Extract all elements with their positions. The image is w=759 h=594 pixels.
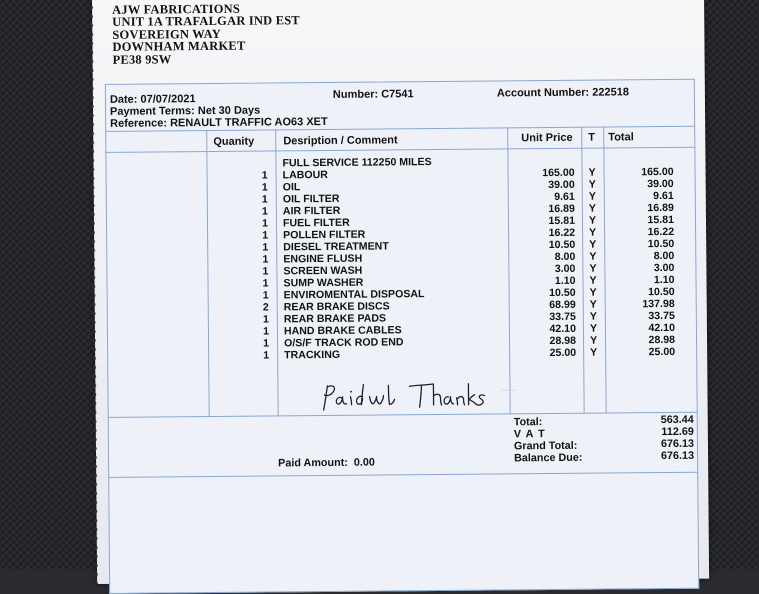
item-tax: Y [589, 274, 597, 287]
total-value: 563.44 [660, 413, 694, 427]
item-desc: O/S/F TRACK ROD END [284, 336, 404, 350]
item-unit-price: 39.00 [548, 178, 575, 192]
item-tax: Y [588, 202, 597, 215]
item-qty: 1 [262, 289, 269, 302]
item-tax: Y [589, 250, 597, 263]
item-unit-price: 28.98 [549, 334, 577, 348]
item-total: 42.10 [648, 321, 675, 335]
item-qty: 1 [263, 349, 270, 362]
item-total: 1.10 [653, 273, 675, 287]
faint-show-through: ~~ [500, 382, 516, 398]
item-unit-price: 1.10 [554, 274, 576, 287]
item-tax: Y [588, 178, 596, 191]
vat-label: V A T [513, 428, 546, 441]
item-qty: 1 [262, 265, 269, 278]
col-header-tax: T [588, 131, 596, 144]
item-tax: Y [589, 286, 597, 299]
item-tax: Y [589, 334, 598, 347]
item-total: 10.50 [647, 237, 675, 251]
vehicle-reference: Reference: RENAULT TRAFFIC AO63 XET [110, 115, 328, 130]
item-qty: 1 [261, 193, 268, 206]
item-unit-price: 16.89 [548, 202, 575, 216]
item-total: 25.00 [648, 345, 676, 359]
item-tax: Y [589, 298, 597, 311]
item-qty: 1 [262, 253, 269, 266]
total-label: Total: [513, 416, 543, 429]
postcode: PE38 9SW [112, 51, 172, 67]
item-unit-price: 25.00 [549, 346, 577, 360]
item-total: 16.22 [647, 225, 675, 239]
handwritten-note [317, 379, 487, 414]
item-unit-price: 3.00 [554, 262, 576, 275]
item-unit-price: 16.22 [548, 226, 576, 240]
col-header-quantity: Quanity [213, 135, 255, 148]
address-line-2: SOVEREIGN WAY [112, 26, 221, 42]
company-name: AJW FABRICATIONS [112, 1, 241, 17]
item-total: 3.00 [653, 261, 675, 275]
item-unit-price: 9.61 [554, 190, 575, 203]
item-unit-price: 165.00 [542, 166, 575, 180]
item-qty: 1 [261, 205, 268, 218]
item-unit-price: 42.10 [549, 322, 576, 336]
item-desc: HAND BRAKE CABLES [283, 324, 402, 338]
col-header-unit-price: Unit Price [521, 131, 573, 145]
item-qty: 1 [262, 217, 269, 230]
item-unit-price: 10.50 [548, 238, 576, 252]
item-unit-price: 15.81 [548, 214, 576, 228]
item-tax: Y [589, 262, 597, 275]
item-total: 137.98 [642, 297, 675, 311]
item-qty: 1 [262, 241, 269, 254]
item-qty: 1 [263, 337, 270, 350]
address-line-3: DOWNHAM MARKET [112, 38, 246, 55]
item-desc: FUEL FILTER [282, 216, 350, 230]
item-total: 28.98 [648, 333, 676, 347]
item-total: 10.50 [648, 285, 675, 299]
item-total: 33.75 [648, 309, 675, 323]
item-desc: SUMP WASHER [283, 276, 364, 290]
balance-due-label: Balance Due: [514, 451, 583, 465]
item-unit-price: 68.99 [549, 298, 576, 312]
item-qty: 1 [262, 277, 269, 290]
item-desc: SCREEN WASH [283, 264, 363, 278]
item-tax: Y [588, 190, 596, 203]
address-line-1: UNIT 1A TRAFALGAR IND EST [112, 13, 300, 30]
invoice-date: Date: 07/07/2021 [109, 93, 196, 106]
item-tax: Y [588, 214, 597, 227]
item-desc: OIL FILTER [282, 192, 340, 206]
item-qty: 1 [262, 313, 269, 326]
item-desc: POLLEN FILTER [283, 228, 366, 242]
item-desc: DIESEL TREATMENT [283, 240, 389, 254]
item-total: 8.00 [653, 249, 675, 263]
grand-total-label: Grand Total: [513, 439, 578, 453]
item-tax: Y [589, 226, 597, 239]
vat-value: 112.69 [661, 425, 694, 439]
account-number: Account Number: 222518 [496, 86, 629, 100]
item-desc: TRACKING [284, 348, 341, 362]
item-qty: 1 [261, 181, 268, 194]
item-desc: LABOUR [282, 168, 328, 182]
item-desc: OIL [282, 181, 301, 194]
grand-total-value: 676.13 [660, 437, 695, 451]
balance-due-value: 676.13 [660, 449, 695, 463]
item-desc: REAR BRAKE PADS [283, 312, 387, 326]
item-unit-price: 8.00 [554, 250, 576, 263]
item-total: 9.61 [653, 189, 674, 203]
service-heading: FULL SERVICE 112250 MILES [282, 156, 432, 170]
item-total: 16.89 [647, 201, 674, 215]
item-tax: Y [589, 322, 598, 335]
payment-terms: Payment Terms: Net 30 Days [109, 104, 261, 118]
item-qty: 1 [261, 169, 268, 182]
item-desc: ENGINE FLUSH [283, 252, 363, 266]
invoice-number: Number: C7541 [332, 88, 414, 101]
item-desc: AIR FILTER [282, 204, 341, 218]
company-address [112, 2, 300, 66]
item-qty: 1 [262, 325, 270, 338]
item-total: 165.00 [641, 165, 674, 179]
item-qty: 1 [262, 229, 269, 242]
item-tax: Y [588, 166, 596, 179]
item-total: 15.81 [647, 213, 675, 227]
item-unit-price: 10.50 [549, 286, 576, 300]
item-tax: Y [590, 346, 598, 359]
col-header-description: Desription / Comment [283, 134, 398, 148]
invoice-paper [92, 0, 709, 584]
item-tax: Y [589, 310, 597, 323]
item-qty: 2 [262, 301, 269, 314]
item-total: 39.00 [647, 177, 674, 191]
item-unit-price: 33.75 [549, 310, 576, 324]
item-tax: Y [589, 238, 597, 251]
item-desc: REAR BRAKE DISCS [283, 300, 390, 314]
paid-amount: Paid Amount: 0.00 [278, 456, 375, 470]
item-desc: ENVIROMENTAL DISPOSAL [283, 288, 425, 302]
col-header-total: Total [608, 131, 634, 144]
